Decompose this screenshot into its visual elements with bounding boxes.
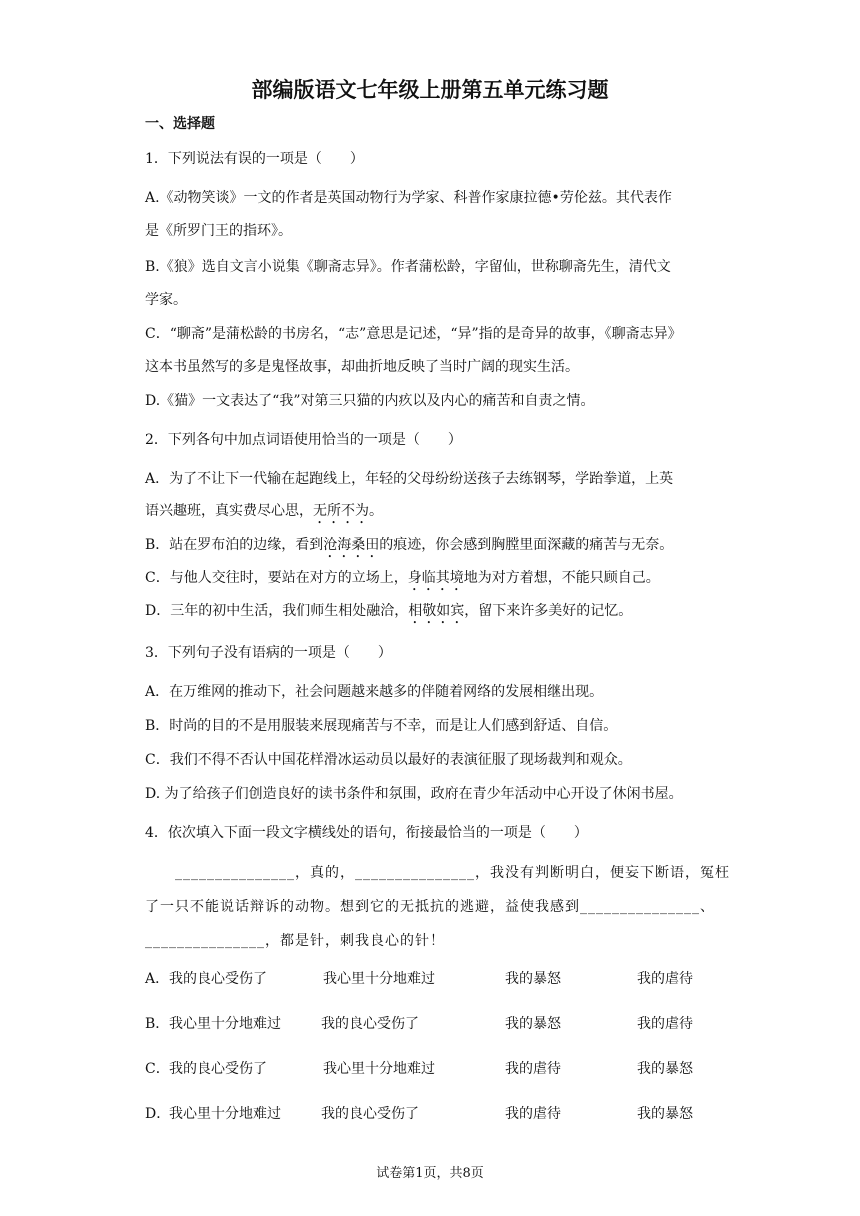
option-choice-4: 我的虐待 <box>637 971 693 987</box>
option-label: A． <box>145 971 170 987</box>
option-choice-4: 我的暴怒 <box>637 1106 693 1122</box>
option-choice-1: 我的良心受伤了 <box>169 1061 267 1077</box>
q2-b-dotted-word: 沧海桑田 <box>323 537 380 553</box>
q2-option-d <box>145 600 632 627</box>
option-choice-1: 我心里十分地难过 <box>169 1016 281 1032</box>
q1-option-a-line1: A.《动物笑谈》一文的作者是英国动物行为学家、科普作家康拉德•劳伦兹。其代表作 <box>145 190 672 206</box>
q4-passage-line3: _______________，都是针，刺我良心的针！ <box>145 933 445 949</box>
option-label: C． <box>145 1061 170 1077</box>
q2-a-text-post: 。 <box>369 503 383 519</box>
q1-option-a-line2: 是《所罗门王的指环》。 <box>145 223 292 239</box>
option-label: B． <box>145 1016 170 1032</box>
q2-a-dotted-word: 无所不为 <box>313 503 369 519</box>
q4-passage-line2: 了一只不能说话辩诉的动物。想到它的无抵抗的逃避，益使我感到_______________、 <box>145 899 715 915</box>
q2-option-c <box>145 567 660 594</box>
q2-c-text-pre: C．与他人交往时，要站在对方的立场上， <box>145 570 408 586</box>
option-label: D． <box>145 1106 171 1122</box>
q1-stem: 1．下列说法有误的一项是（ ） <box>145 151 364 167</box>
q2-a-text-pre: 语兴趣班，真实费尽心思， <box>145 503 313 519</box>
option-choice-2: 我的良心受伤了 <box>321 1106 419 1122</box>
q2-option-a-line2 <box>145 500 383 527</box>
q2-d-text-post: ，留下来许多美好的记忆。 <box>464 603 633 619</box>
q3-option-d: D. 为了给孩子们创造良好的读书条件和氛围，政府在青少年活动中心开设了休闲书屋。 <box>145 786 683 802</box>
q4-stem: 4．依次填入下面一段文字横线处的语句，衔接最恰当的一项是（ ） <box>145 825 588 841</box>
q2-option-b <box>145 534 673 561</box>
option-choice-3: 我的虐待 <box>505 1061 561 1077</box>
q1-option-d: D.《猫》一文表达了“我”对第三只猫的内疚以及内心的痛苦和自责之情。 <box>145 393 595 409</box>
q3-option-a: A．在万维网的推动下，社会问题越来越多的伴随着网络的发展相继出现。 <box>145 684 604 700</box>
q3-option-b: B．时尚的目的不是用服装来展现痛苦与不幸，而是让人们感到舒适、自信。 <box>145 718 618 734</box>
page-title: 部编版语文七年级上册第五单元练习题 <box>251 78 609 102</box>
option-choice-4: 我的暴怒 <box>637 1061 693 1077</box>
option-choice-1: 我的良心受伤了 <box>169 971 267 987</box>
option-choice-1: 我心里十分地难过 <box>169 1106 281 1122</box>
q2-c-dotted-word: 身临其境 <box>407 570 464 586</box>
q4-passage-line1: _______________，真的，_______________，我没有判断明白，便妄下断语，冤枉 <box>175 865 730 881</box>
option-choice-2: 我心里十分地难过 <box>323 971 435 987</box>
q2-d-dotted-word: 相敬如宾 <box>408 603 465 619</box>
option-choice-3: 我的暴怒 <box>505 971 561 987</box>
q1-option-b-line2: 学家。 <box>145 292 187 308</box>
q3-option-c: C．我们不得不否认中国花样滑冰运动员以最好的表演征服了现场裁判和观众。 <box>145 752 632 768</box>
q2-d-text-pre: D．三年的初中生活，我们师生相处融洽， <box>145 603 409 619</box>
page-footer: 试卷第1页，共8页 <box>376 1166 484 1181</box>
option-choice-2: 我心里十分地难过 <box>323 1061 435 1077</box>
option-choice-2: 我的良心受伤了 <box>321 1016 419 1032</box>
q2-option-a-line1: A．为了不让下一代输在起跑线上，年轻的父母纷纷送孩子去练钢琴，学跆拳道，上英 <box>145 471 674 487</box>
option-choice-3: 我的暴怒 <box>505 1016 561 1032</box>
q1-option-c-line1: C．“聊斋”是蒲松龄的书房名，“志”意思是记述，“异”指的是奇异的故事，《聊斋志异》 <box>145 326 682 342</box>
q1-option-c-line2: 这本书虽然写的多是鬼怪故事，却曲折地反映了当时广阔的现实生活。 <box>145 359 579 375</box>
q2-stem: 2．下列各句中加点词语使用恰当的一项是（ ） <box>145 432 462 448</box>
option-choice-4: 我的虐待 <box>637 1016 693 1032</box>
option-choice-3: 我的虐待 <box>505 1106 561 1122</box>
section-heading: 一、选择题 <box>145 116 215 132</box>
q1-option-b-line1: B.《狼》选自文言小说集《聊斋志异》。作者蒲松龄，字留仙，世称聊斋先生，清代文 <box>145 259 671 275</box>
q2-c-text-post: 地为对方着想，不能只顾自己。 <box>463 570 660 586</box>
q2-b-text-pre: B．站在罗布泊的边缘，看到 <box>145 537 324 553</box>
q2-b-text-post: 的痕迹，你会感到胸膛里面深藏的痛苦与无奈。 <box>379 537 674 553</box>
q3-stem: 3．下列句子没有语病的一项是（ ） <box>145 645 392 661</box>
